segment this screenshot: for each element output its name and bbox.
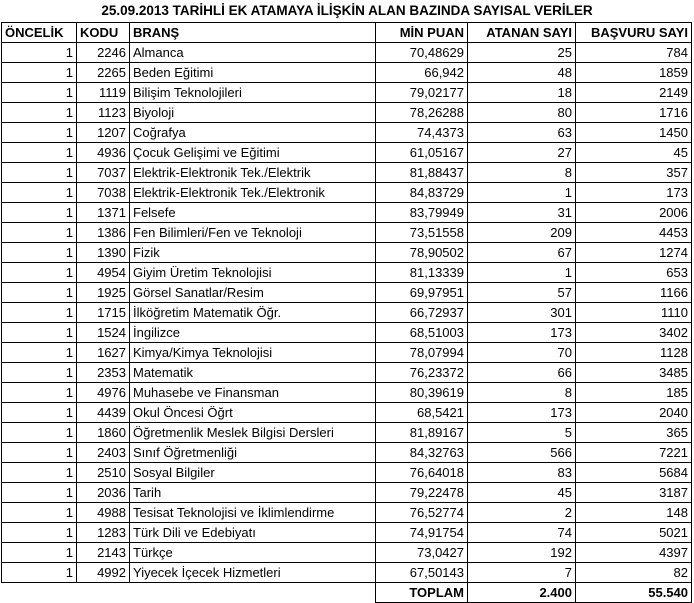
- header-kodu: KODU: [77, 23, 130, 43]
- cell-basvuru-sayi: 1716: [576, 103, 692, 123]
- cell-kodu: 1386: [77, 223, 130, 243]
- table-row: [2, 83, 692, 103]
- cell-basvuru-sayi: 4397: [576, 543, 692, 563]
- cell-min-puan: 66,72937: [376, 303, 468, 323]
- cell-kodu: 1390: [77, 243, 130, 263]
- header-basvuru-sayi: BAŞVURU SAYI: [576, 23, 692, 43]
- cell-basvuru-sayi: 1859: [576, 63, 692, 83]
- table-body: [2, 43, 692, 583]
- cell-min-puan: 81,88437: [376, 163, 468, 183]
- cell-atanan-sayi: 25: [468, 43, 576, 63]
- cell-brans: Yiyecek İçecek Hizmetleri: [130, 563, 376, 583]
- cell-brans: Biyoloji: [130, 103, 376, 123]
- cell-oncelik: 1: [2, 223, 77, 243]
- cell-kodu: 2403: [77, 443, 130, 463]
- cell-oncelik: 1: [2, 363, 77, 383]
- cell-kodu: 2036: [77, 483, 130, 503]
- table-row: [2, 523, 692, 543]
- cell-brans: Beden Eğitimi: [130, 63, 376, 83]
- cell-atanan-sayi: 8: [468, 163, 576, 183]
- header-min-puan: MİN PUAN: [376, 23, 468, 43]
- cell-atanan-sayi: 74: [468, 523, 576, 543]
- table-row: [2, 503, 692, 523]
- cell-kodu: 2353: [77, 363, 130, 383]
- cell-oncelik: 1: [2, 443, 77, 463]
- cell-basvuru-sayi: 3485: [576, 363, 692, 383]
- cell-oncelik: 1: [2, 543, 77, 563]
- cell-min-puan: 81,13339: [376, 263, 468, 283]
- cell-oncelik: 1: [2, 203, 77, 223]
- cell-kodu: 1207: [77, 123, 130, 143]
- cell-min-puan: 73,0427: [376, 543, 468, 563]
- table-row: [2, 63, 692, 83]
- cell-oncelik: 1: [2, 83, 77, 103]
- table-row: [2, 323, 692, 343]
- total-atanan: 2.400: [468, 583, 576, 603]
- cell-oncelik: 1: [2, 463, 77, 483]
- cell-basvuru-sayi: 5021: [576, 523, 692, 543]
- cell-atanan-sayi: 8: [468, 383, 576, 403]
- cell-basvuru-sayi: 1450: [576, 123, 692, 143]
- cell-kodu: 7037: [77, 163, 130, 183]
- cell-brans: Almanca: [130, 43, 376, 63]
- table-row: [2, 543, 692, 563]
- table-row: [2, 423, 692, 443]
- cell-oncelik: 1: [2, 483, 77, 503]
- cell-basvuru-sayi: 3187: [576, 483, 692, 503]
- cell-atanan-sayi: 566: [468, 443, 576, 463]
- table-row: [2, 283, 692, 303]
- cell-oncelik: 1: [2, 343, 77, 363]
- header-oncelik: ÖNCELİK: [2, 23, 77, 43]
- table-row: [2, 263, 692, 283]
- cell-kodu: 2510: [77, 463, 130, 483]
- cell-atanan-sayi: 173: [468, 323, 576, 343]
- cell-atanan-sayi: 27: [468, 143, 576, 163]
- cell-brans: Kimya/Kimya Teknolojisi: [130, 343, 376, 363]
- cell-kodu: 1283: [77, 523, 130, 543]
- cell-min-puan: 74,4373: [376, 123, 468, 143]
- cell-basvuru-sayi: 1110: [576, 303, 692, 323]
- cell-kodu: 4988: [77, 503, 130, 523]
- table-row: [2, 463, 692, 483]
- cell-min-puan: 74,91754: [376, 523, 468, 543]
- cell-atanan-sayi: 301: [468, 303, 576, 323]
- cell-brans: Sosyal Bilgiler: [130, 463, 376, 483]
- cell-basvuru-sayi: 148: [576, 503, 692, 523]
- cell-atanan-sayi: 45: [468, 483, 576, 503]
- cell-kodu: 1371: [77, 203, 130, 223]
- cell-basvuru-sayi: 45: [576, 143, 692, 163]
- cell-brans: İlköğretim Matematik Öğr.: [130, 303, 376, 323]
- cell-kodu: 7038: [77, 183, 130, 203]
- cell-brans: Coğrafya: [130, 123, 376, 143]
- cell-oncelik: 1: [2, 123, 77, 143]
- cell-oncelik: 1: [2, 43, 77, 63]
- cell-min-puan: 76,52774: [376, 503, 468, 523]
- cell-min-puan: 76,64018: [376, 463, 468, 483]
- table-row: [2, 343, 692, 363]
- cell-kodu: 1119: [77, 83, 130, 103]
- table-row: [2, 243, 692, 263]
- cell-oncelik: 1: [2, 63, 77, 83]
- cell-oncelik: 1: [2, 383, 77, 403]
- cell-atanan-sayi: 57: [468, 283, 576, 303]
- total-basvuru: 55.540: [576, 583, 692, 603]
- cell-basvuru-sayi: 173: [576, 183, 692, 203]
- table-row: [2, 223, 692, 243]
- cell-atanan-sayi: 209: [468, 223, 576, 243]
- cell-basvuru-sayi: 1128: [576, 343, 692, 363]
- cell-min-puan: 78,90502: [376, 243, 468, 263]
- table-row: [2, 43, 692, 63]
- cell-brans: Fen Bilimleri/Fen ve Teknoloji: [130, 223, 376, 243]
- cell-atanan-sayi: 1: [468, 183, 576, 203]
- cell-oncelik: 1: [2, 323, 77, 343]
- cell-atanan-sayi: 1: [468, 263, 576, 283]
- cell-atanan-sayi: 7: [468, 563, 576, 583]
- cell-oncelik: 1: [2, 303, 77, 323]
- data-table: [1, 22, 692, 603]
- cell-basvuru-sayi: 185: [576, 383, 692, 403]
- cell-atanan-sayi: 80: [468, 103, 576, 123]
- cell-kodu: 4439: [77, 403, 130, 423]
- cell-min-puan: 70,48629: [376, 43, 468, 63]
- cell-min-puan: 61,05167: [376, 143, 468, 163]
- table-row: [2, 143, 692, 163]
- cell-brans: Çocuk Gelişimi ve Eğitimi: [130, 143, 376, 163]
- cell-basvuru-sayi: 82: [576, 563, 692, 583]
- cell-atanan-sayi: 66: [468, 363, 576, 383]
- cell-min-puan: 84,32763: [376, 443, 468, 463]
- table-row: [2, 383, 692, 403]
- cell-oncelik: 1: [2, 103, 77, 123]
- page-title: 25.09.2013 TARİHLİ EK ATAMAYA İLİŞKİN ALAN BAZINDA SAYISAL VERİLER: [101, 3, 593, 18]
- total-label: TOPLAM: [376, 583, 468, 603]
- cell-oncelik: 1: [2, 183, 77, 203]
- cell-min-puan: 81,89167: [376, 423, 468, 443]
- cell-kodu: 4976: [77, 383, 130, 403]
- cell-atanan-sayi: 83: [468, 463, 576, 483]
- cell-min-puan: 78,07994: [376, 343, 468, 363]
- table-row: [2, 163, 692, 183]
- cell-kodu: 1123: [77, 103, 130, 123]
- cell-basvuru-sayi: 5684: [576, 463, 692, 483]
- cell-basvuru-sayi: 7221: [576, 443, 692, 463]
- cell-atanan-sayi: 5: [468, 423, 576, 443]
- table-row: [2, 363, 692, 383]
- cell-basvuru-sayi: 365: [576, 423, 692, 443]
- cell-kodu: 1627: [77, 343, 130, 363]
- cell-kodu: 4954: [77, 263, 130, 283]
- cell-basvuru-sayi: 2149: [576, 83, 692, 103]
- header-atanan-sayi: ATANAN SAYI: [468, 23, 576, 43]
- cell-kodu: 1925: [77, 283, 130, 303]
- table-row: [2, 103, 692, 123]
- cell-oncelik: 1: [2, 163, 77, 183]
- cell-min-puan: 67,50143: [376, 563, 468, 583]
- cell-brans: İngilizce: [130, 323, 376, 343]
- cell-oncelik: 1: [2, 403, 77, 423]
- cell-kodu: 1715: [77, 303, 130, 323]
- cell-min-puan: 68,51003: [376, 323, 468, 343]
- cell-oncelik: 1: [2, 263, 77, 283]
- cell-atanan-sayi: 192: [468, 543, 576, 563]
- cell-brans: Bilişim Teknolojileri: [130, 83, 376, 103]
- cell-oncelik: 1: [2, 423, 77, 443]
- cell-basvuru-sayi: 1166: [576, 283, 692, 303]
- cell-min-puan: 79,22478: [376, 483, 468, 503]
- cell-brans: Elektrik-Elektronik Tek./Elektrik: [130, 163, 376, 183]
- cell-brans: Tesisat Teknolojisi ve İklimlendirme: [130, 503, 376, 523]
- table-row: [2, 403, 692, 423]
- cell-min-puan: 68,5421: [376, 403, 468, 423]
- cell-basvuru-sayi: 4453: [576, 223, 692, 243]
- cell-oncelik: 1: [2, 243, 77, 263]
- cell-brans: Felsefe: [130, 203, 376, 223]
- cell-kodu: 2246: [77, 43, 130, 63]
- cell-brans: Öğretmenlik Meslek Bilgisi Dersleri: [130, 423, 376, 443]
- cell-basvuru-sayi: 1274: [576, 243, 692, 263]
- cell-atanan-sayi: 63: [468, 123, 576, 143]
- cell-basvuru-sayi: 357: [576, 163, 692, 183]
- cell-min-puan: 69,97951: [376, 283, 468, 303]
- cell-brans: Okul Öncesi Öğrt: [130, 403, 376, 423]
- cell-oncelik: 1: [2, 143, 77, 163]
- cell-min-puan: 76,23372: [376, 363, 468, 383]
- cell-basvuru-sayi: 2040: [576, 403, 692, 423]
- table-row: [2, 203, 692, 223]
- cell-min-puan: 84,83729: [376, 183, 468, 203]
- cell-min-puan: 78,26288: [376, 103, 468, 123]
- cell-brans: Sınıf Öğretmenliği: [130, 443, 376, 463]
- cell-brans: Muhasebe ve Finansman: [130, 383, 376, 403]
- cell-atanan-sayi: 31: [468, 203, 576, 223]
- cell-atanan-sayi: 2: [468, 503, 576, 523]
- header-brans: BRANŞ: [130, 23, 376, 43]
- cell-basvuru-sayi: 3402: [576, 323, 692, 343]
- cell-oncelik: 1: [2, 523, 77, 543]
- table-row: [2, 303, 692, 323]
- cell-brans: Giyim Üretim Teknolojisi: [130, 263, 376, 283]
- cell-brans: Türkçe: [130, 543, 376, 563]
- cell-basvuru-sayi: 653: [576, 263, 692, 283]
- table-row: [2, 483, 692, 503]
- cell-atanan-sayi: 18: [468, 83, 576, 103]
- table-row: [2, 183, 692, 203]
- table-row: [2, 123, 692, 143]
- cell-kodu: 1860: [77, 423, 130, 443]
- table-row: [2, 563, 692, 583]
- cell-min-puan: 73,51558: [376, 223, 468, 243]
- table-row: [2, 443, 692, 463]
- cell-min-puan: 83,79949: [376, 203, 468, 223]
- cell-brans: Fizik: [130, 243, 376, 263]
- cell-kodu: 4936: [77, 143, 130, 163]
- cell-min-puan: 80,39619: [376, 383, 468, 403]
- cell-oncelik: 1: [2, 283, 77, 303]
- cell-min-puan: 79,02177: [376, 83, 468, 103]
- cell-atanan-sayi: 48: [468, 63, 576, 83]
- cell-min-puan: 66,942: [376, 63, 468, 83]
- cell-oncelik: 1: [2, 563, 77, 583]
- cell-oncelik: 1: [2, 503, 77, 523]
- cell-brans: Tarih: [130, 483, 376, 503]
- cell-kodu: 2265: [77, 63, 130, 83]
- cell-kodu: 4992: [77, 563, 130, 583]
- cell-atanan-sayi: 173: [468, 403, 576, 423]
- cell-atanan-sayi: 70: [468, 343, 576, 363]
- cell-atanan-sayi: 67: [468, 243, 576, 263]
- header-row: [2, 23, 692, 43]
- cell-kodu: 1524: [77, 323, 130, 343]
- cell-brans: Görsel Sanatlar/Resim: [130, 283, 376, 303]
- cell-basvuru-sayi: 2006: [576, 203, 692, 223]
- cell-kodu: 2143: [77, 543, 130, 563]
- cell-brans: Matematik: [130, 363, 376, 383]
- cell-basvuru-sayi: 784: [576, 43, 692, 63]
- cell-brans: Elektrik-Elektronik Tek./Elektronik: [130, 183, 376, 203]
- cell-brans: Türk Dili ve Edebiyatı: [130, 523, 376, 543]
